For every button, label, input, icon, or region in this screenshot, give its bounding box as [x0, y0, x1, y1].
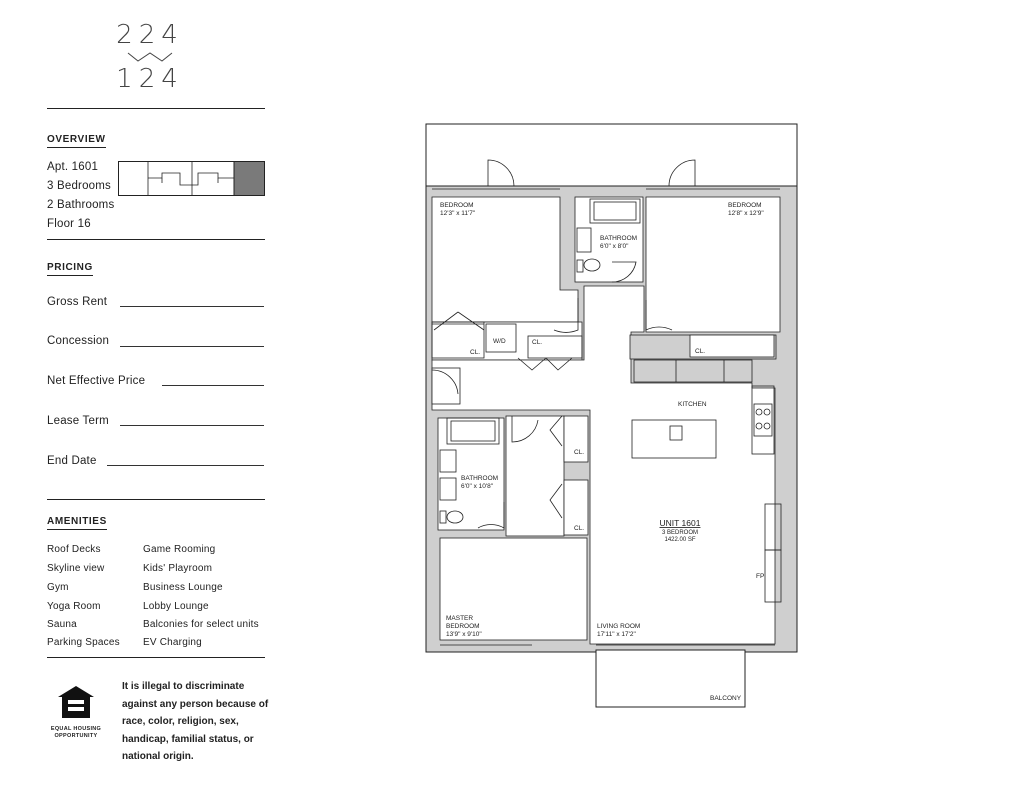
- closet-label: CL.: [470, 349, 481, 356]
- eho-line2: OPPORTUNITY: [54, 733, 98, 739]
- lease-term-label: Lease Term: [47, 415, 109, 427]
- divider: [47, 499, 265, 500]
- floor-key-plan: [118, 161, 266, 197]
- amenity-item: Balconies for select units: [143, 619, 259, 630]
- divider: [47, 239, 265, 240]
- floor-plan: [420, 118, 805, 713]
- terrace-outline: [426, 124, 797, 186]
- amenity-item: Gym: [47, 582, 69, 593]
- master-bedroom-dims: 13'9" x 9'10": [446, 631, 482, 638]
- logo-wave-icon: [120, 50, 180, 64]
- closet-row: [432, 322, 582, 360]
- balcony-label: BALCONY: [710, 695, 742, 702]
- overview-heading: OVERVIEW: [47, 134, 106, 148]
- unit-type: 3 BEDROOM: [661, 530, 699, 536]
- amenity-item: EV Charging: [143, 637, 202, 648]
- amenity-item: Yoga Room: [47, 601, 101, 612]
- net-effective-price-field: [162, 385, 264, 386]
- kitchen-label: KITCHEN: [678, 401, 707, 408]
- highlighted-unit: [234, 162, 265, 196]
- equal-housing-icon: [56, 685, 96, 719]
- fair-housing-disclaimer: It is illegal to discriminate against any person because of race, color, religion, sex, handicap, familial status, or national origin.: [122, 681, 269, 762]
- end-date-label: End Date: [47, 455, 97, 467]
- bedroom-count: 3 Bedrooms: [47, 180, 112, 192]
- amenity-item: Kids' Playroom: [143, 563, 213, 574]
- closet-label: CL.: [574, 449, 585, 456]
- bathroom-count: 2 Bathrooms: [47, 199, 115, 211]
- concession-field: [120, 346, 264, 347]
- amenity-item: Skyline view: [47, 563, 105, 574]
- living-room-label: LIVING ROOM: [597, 623, 641, 630]
- amenity-item: Business Lounge: [143, 582, 223, 593]
- gross-rent-field: [120, 306, 264, 307]
- master-bedroom-label-1: MASTER: [446, 615, 474, 622]
- hall-closets: [506, 416, 564, 536]
- amenity-item: Roof Decks: [47, 544, 101, 555]
- logo-top-number: 224: [116, 20, 184, 50]
- amenity-item: Parking Spaces: [47, 637, 120, 648]
- closet-label: CL.: [695, 348, 706, 355]
- bedroom-2-label: BEDROOM: [728, 202, 762, 209]
- amenity-item: Sauna: [47, 619, 77, 630]
- divider: [47, 657, 265, 658]
- bedroom-1-label: BEDROOM: [440, 202, 474, 209]
- closet-label: CL.: [574, 525, 585, 532]
- unit-title: UNIT 1601: [659, 518, 701, 528]
- pricing-heading: PRICING: [47, 262, 93, 276]
- bathroom-1-dims: 6'0" x 8'0": [600, 243, 629, 250]
- eho-line1: EQUAL HOUSING: [50, 726, 102, 732]
- unit-area: 1422.00 SF: [664, 537, 696, 543]
- equal-housing-logo: [46, 685, 106, 740]
- bathroom-2-label: BATHROOM: [461, 475, 499, 482]
- fireplace-label: FP: [756, 573, 765, 580]
- closet-label: CL.: [532, 339, 543, 346]
- floor-number: Floor 16: [47, 218, 91, 230]
- apartment-number: Apt. 1601: [47, 161, 99, 173]
- lease-term-field: [120, 425, 264, 426]
- logo-bottom-number: 124: [116, 64, 184, 94]
- end-date-field: [107, 465, 264, 466]
- bathroom-2-dims: 6'0" x 10'8": [461, 483, 494, 490]
- living-room-dims: 17'11" x 17'2": [597, 631, 636, 638]
- bathroom-1-label: BATHROOM: [600, 235, 638, 242]
- washer-dryer-label: W/D: [493, 338, 506, 345]
- concession-label: Concession: [47, 335, 110, 347]
- bedroom-2-dims: 12'8" x 12'9": [728, 210, 764, 217]
- gross-rent-label: Gross Rent: [47, 296, 108, 308]
- amenity-item: Game Rooming: [143, 544, 216, 555]
- bedroom-2-room: [646, 197, 780, 332]
- amenities-heading: AMENITIES: [47, 516, 107, 530]
- divider: [47, 108, 265, 109]
- amenity-item: Lobby Lounge: [143, 601, 209, 612]
- master-bedroom-label-2: BEDROOM: [446, 623, 480, 630]
- net-effective-price-label: Net Effective Price: [47, 375, 146, 387]
- bathroom-2-room: [438, 418, 504, 530]
- bedroom-1-dims: 12'3" x 11'7": [440, 210, 476, 217]
- building-logo: [100, 20, 200, 94]
